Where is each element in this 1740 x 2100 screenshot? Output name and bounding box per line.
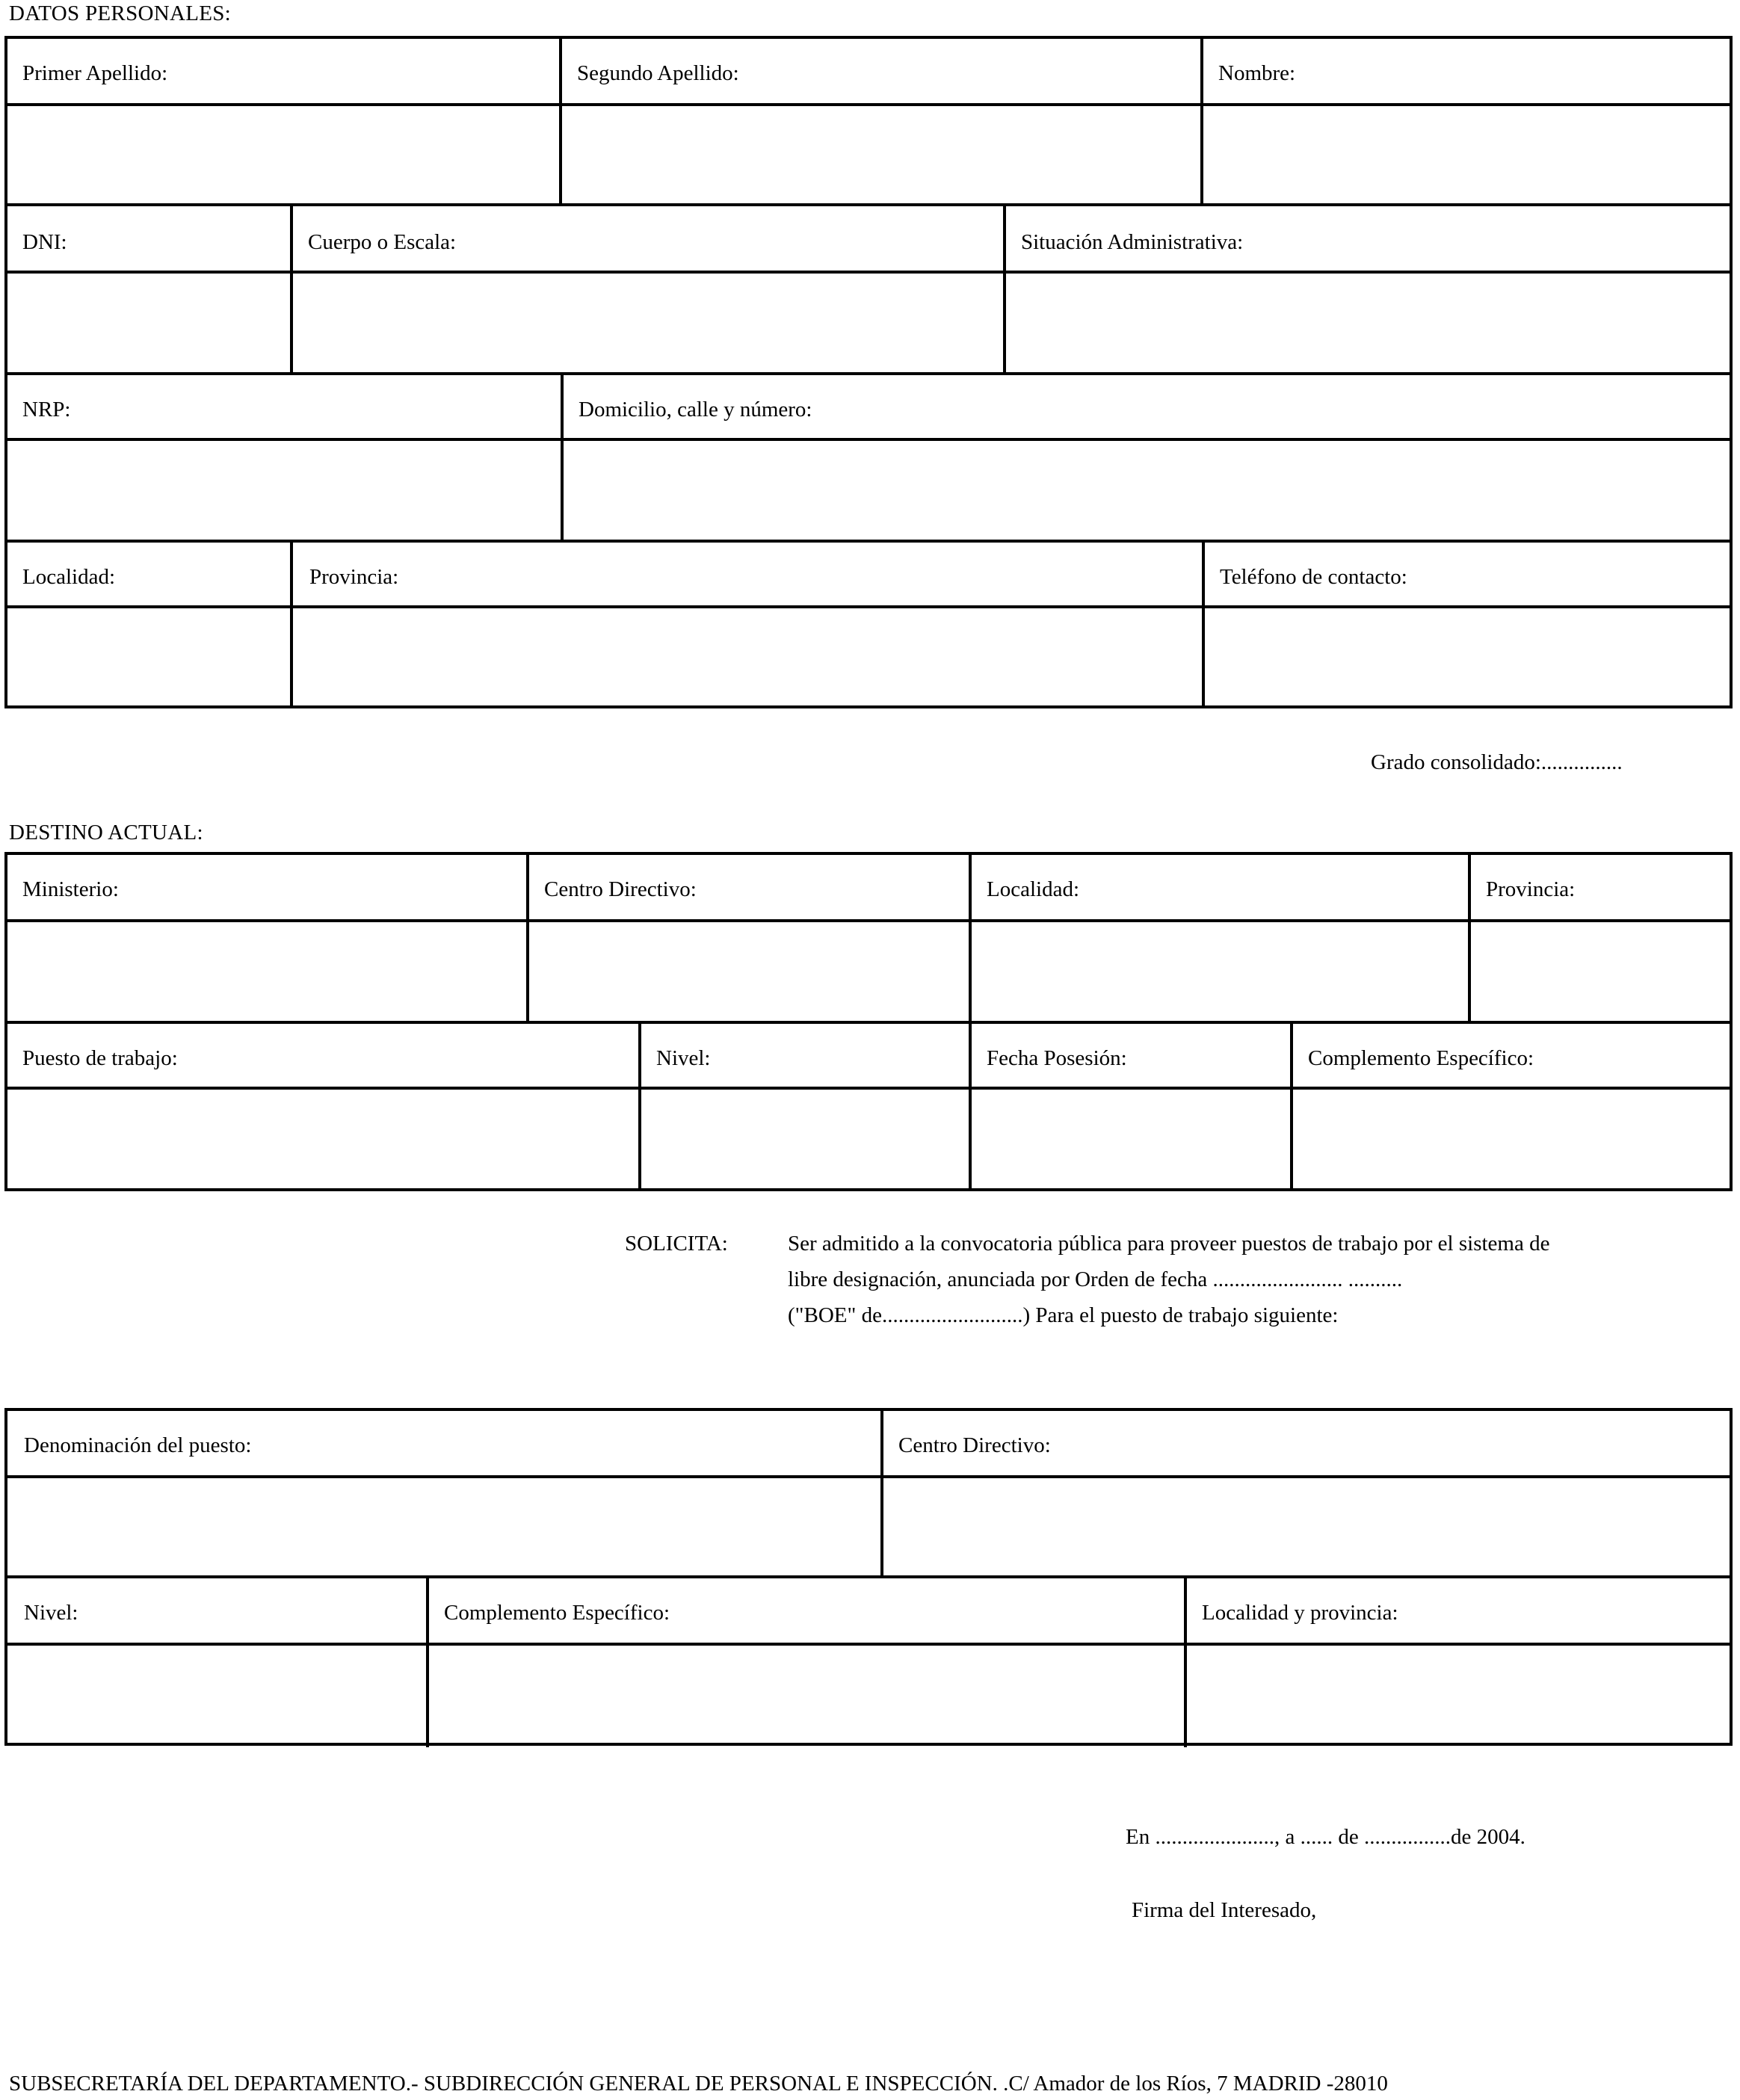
row-divider: [7, 203, 1730, 206]
ministerio-label: Ministerio:: [22, 877, 119, 901]
centro-directivo-label: Centro Directivo:: [544, 877, 697, 901]
col-divider: [561, 372, 564, 541]
row-divider: [7, 919, 1730, 922]
row-divider: [7, 372, 1730, 375]
puesto-trabajo-label: Puesto de trabajo:: [22, 1046, 178, 1070]
datos-personales-heading: DATOS PERSONALES:: [9, 1, 232, 25]
col-divider: [290, 540, 293, 708]
col-divider: [1184, 1575, 1187, 1747]
row-divider: [7, 1643, 1730, 1646]
dni-label: DNI:: [22, 230, 67, 254]
puesto-solicitado-table: [4, 1408, 1733, 1746]
denominacion-puesto-label: Denominación del puesto:: [24, 1433, 252, 1457]
grado-consolidado: Grado consolidado:...............: [1371, 750, 1623, 774]
centro-directivo-label: Centro Directivo:: [898, 1433, 1051, 1457]
destino-actual-table: [4, 852, 1733, 1191]
row-divider: [7, 1575, 1730, 1578]
col-divider: [1202, 540, 1205, 708]
col-divider: [1468, 855, 1471, 1024]
col-divider: [526, 855, 529, 1024]
col-divider: [969, 855, 972, 1024]
nrp-label: NRP:: [22, 398, 71, 421]
col-divider: [969, 1021, 972, 1191]
col-divider: [559, 39, 562, 206]
complemento-especifico-label: Complemento Específico:: [444, 1601, 670, 1625]
domicilio-label: Domicilio, calle y número:: [579, 398, 812, 421]
provincia-label: Provincia:: [1486, 877, 1576, 901]
row-divider: [7, 540, 1730, 543]
nivel-label: Nivel:: [656, 1046, 711, 1070]
row-divider: [7, 1475, 1730, 1478]
col-divider: [1003, 203, 1006, 374]
solicita-line-2: libre designación, anunciada por Orden de fecha ........................ ..........: [788, 1267, 1403, 1291]
nombre-label: Nombre:: [1218, 61, 1296, 85]
row-divider: [7, 271, 1730, 274]
row-divider: [7, 1087, 1730, 1090]
situacion-administrativa-label: Situación Administrativa:: [1021, 230, 1244, 254]
row-divider: [7, 103, 1730, 106]
localidad-label: Localidad:: [987, 877, 1080, 901]
col-divider: [426, 1575, 429, 1747]
fecha-posesion-label: Fecha Posesión:: [987, 1046, 1127, 1070]
col-divider: [880, 1411, 883, 1578]
col-divider: [1200, 39, 1203, 206]
destino-actual-heading: DESTINO ACTUAL:: [9, 821, 203, 844]
firma-interesado: Firma del Interesado,: [1132, 1898, 1317, 1922]
col-divider: [290, 203, 293, 374]
localidad-provincia-label: Localidad y provincia:: [1202, 1601, 1398, 1625]
row-divider: [7, 438, 1730, 441]
nivel-label: Nivel:: [24, 1601, 78, 1625]
provincia-label: Provincia:: [309, 565, 399, 589]
solicita-label: SOLICITA:: [625, 1232, 728, 1256]
primer-apellido-label: Primer Apellido:: [22, 61, 168, 85]
telefono-label: Teléfono de contacto:: [1220, 565, 1407, 589]
solicita-line-1: Ser admitido a la convocatoria pública para proveer puestos de trabajo por el sistema de: [788, 1232, 1550, 1256]
solicita-line-3: ("BOE" de..........................) Para el puesto de trabajo siguiente:: [788, 1303, 1339, 1327]
col-divider: [638, 1021, 641, 1191]
complemento-especifico-label: Complemento Específico:: [1308, 1046, 1534, 1070]
cuerpo-escala-label: Cuerpo o Escala:: [308, 230, 457, 254]
fecha-linea: En ......................, a ...... de ................de 2004.: [1126, 1825, 1525, 1849]
col-divider: [1290, 1021, 1293, 1191]
row-divider: [7, 1021, 1730, 1024]
datos-personales-table: [4, 36, 1733, 708]
row-divider: [7, 605, 1730, 608]
segundo-apellido-label: Segundo Apellido:: [577, 61, 739, 85]
footer-address: SUBSECRETARÍA DEL DEPARTAMENTO.- SUBDIRECCIÓN GENERAL DE PERSONAL E INSPECCIÓN. .C/ Amador de los Ríos, 7 MADRID -28010: [9, 2072, 1388, 2096]
localidad-label: Localidad:: [22, 565, 116, 589]
